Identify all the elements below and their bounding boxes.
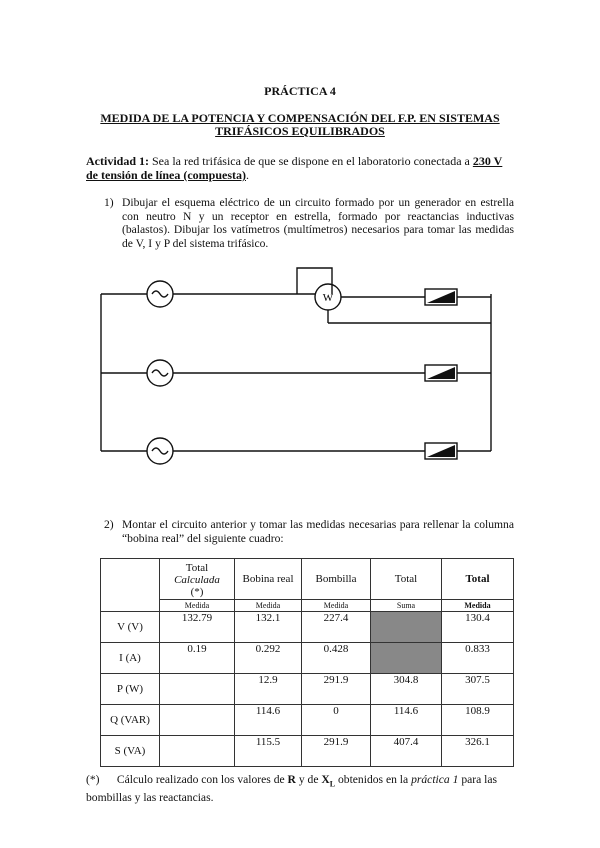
cell: 291.9 <box>302 736 371 767</box>
row-label: Q (VAR) <box>101 705 160 736</box>
subtitle-line-2: TRIFÁSICOS EQUILIBRADOS <box>215 124 385 138</box>
header-total-calculated <box>160 559 235 600</box>
header-total-sum: Total <box>371 559 442 600</box>
header-total-calc-line2: Calculada <box>174 574 220 586</box>
cell: 307.5 <box>442 674 514 705</box>
cell: 326.1 <box>442 736 514 767</box>
cell: 0 <box>302 705 371 736</box>
cell: 114.6 <box>371 705 442 736</box>
activity-paragraph <box>86 154 516 182</box>
header-total-calc-line3: (*) <box>190 586 204 598</box>
item-1-number: 1) <box>104 196 114 209</box>
activity-end: . <box>246 168 249 182</box>
cell <box>160 674 235 705</box>
footnote-r: R <box>287 773 296 786</box>
activity-label: Actividad 1: <box>86 154 149 168</box>
cell: 0.292 <box>235 643 302 674</box>
table-row <box>101 705 514 736</box>
cell: 132.1 <box>235 612 302 643</box>
footnote-mark: (*) <box>86 773 100 786</box>
cell: 304.8 <box>371 674 442 705</box>
row-label: I (A) <box>101 643 160 674</box>
subtitle-line-1: MEDIDA DE LA POTENCIA Y COMPENSACIÓN DEL F.P. EN SISTEMAS <box>100 111 500 125</box>
row-label: P (W) <box>101 674 160 705</box>
table-row <box>101 643 514 674</box>
footnote-xl-sub: L <box>329 779 336 789</box>
subheader: Medida <box>302 600 371 612</box>
cell: 0.19 <box>160 643 235 674</box>
subheader: Medida <box>442 600 514 612</box>
footnote-text: y de <box>295 773 322 786</box>
shaded-cell <box>371 612 442 643</box>
item-2-number: 2) <box>104 518 114 531</box>
header-bombilla: Bombilla <box>302 559 371 600</box>
row-label: S (VA) <box>101 736 160 767</box>
footnote-text: Cálculo realizado con los valores de <box>116 773 288 786</box>
item-1-text: Dibujar el esquema eléctrico de un circuito formado por un generador en estrella con neutro N y un receptor en estrella, formado por reactancias inductivas (balastos). Dibujar los vatímetros (multímetros) necesarios para tomar las medidas de V, I y P del sistema trifásico. <box>122 196 514 250</box>
activity-voltage-type: de tensión de línea (compuesta) <box>86 168 246 182</box>
cell: 114.6 <box>235 705 302 736</box>
cell: 0.428 <box>302 643 371 674</box>
cell: 130.4 <box>442 612 514 643</box>
cell: 108.9 <box>442 705 514 736</box>
item-2-text: Montar el circuito anterior y tomar las medidas necesarias para rellenar la columna “bobina real” del siguiente cuadro: <box>122 518 514 545</box>
reactance-2-fill <box>427 367 455 379</box>
circuit-diagram <box>90 262 510 472</box>
table-row <box>101 674 514 705</box>
subheader: Medida <box>160 600 235 612</box>
cell: 0.833 <box>442 643 514 674</box>
cell <box>160 736 235 767</box>
shaded-cell <box>371 643 442 674</box>
reactance-1-fill <box>427 291 455 303</box>
table-row <box>101 736 514 767</box>
footnote-line-2: bombillas y las reactancias. <box>86 791 214 805</box>
cell: 12.9 <box>235 674 302 705</box>
footnote <box>86 773 516 805</box>
cell <box>160 705 235 736</box>
footnote-text: obtenidos en la <box>335 773 412 786</box>
header-total-measured: Total <box>442 559 514 600</box>
footnote-ref: práctica 1 <box>411 773 459 786</box>
measurements-table <box>100 558 514 767</box>
table-row <box>101 612 514 643</box>
row-label: V (V) <box>101 612 160 643</box>
cell: 407.4 <box>371 736 442 767</box>
activity-voltage: 230 V <box>472 154 503 168</box>
header-total-calc-line1: Total <box>185 562 209 574</box>
reactance-3-fill <box>427 445 455 457</box>
cell: 132.79 <box>160 612 235 643</box>
subheader: Suma <box>371 600 442 612</box>
subheader: Medida <box>235 600 302 612</box>
practice-subtitle <box>80 112 520 138</box>
cell: 291.9 <box>302 674 371 705</box>
activity-text: Sea la red trifásica de que se dispone en el laboratorio conectada a <box>149 154 473 168</box>
cell: 227.4 <box>302 612 371 643</box>
cell: 115.5 <box>235 736 302 767</box>
page-title: PRÁCTICA 4 <box>264 84 336 98</box>
table-corner <box>101 559 160 612</box>
header-bobina: Bobina real <box>235 559 302 600</box>
footnote-xl: X <box>321 773 330 786</box>
wattmeter-label: W <box>322 292 334 304</box>
footnote-text: para las <box>458 773 498 786</box>
